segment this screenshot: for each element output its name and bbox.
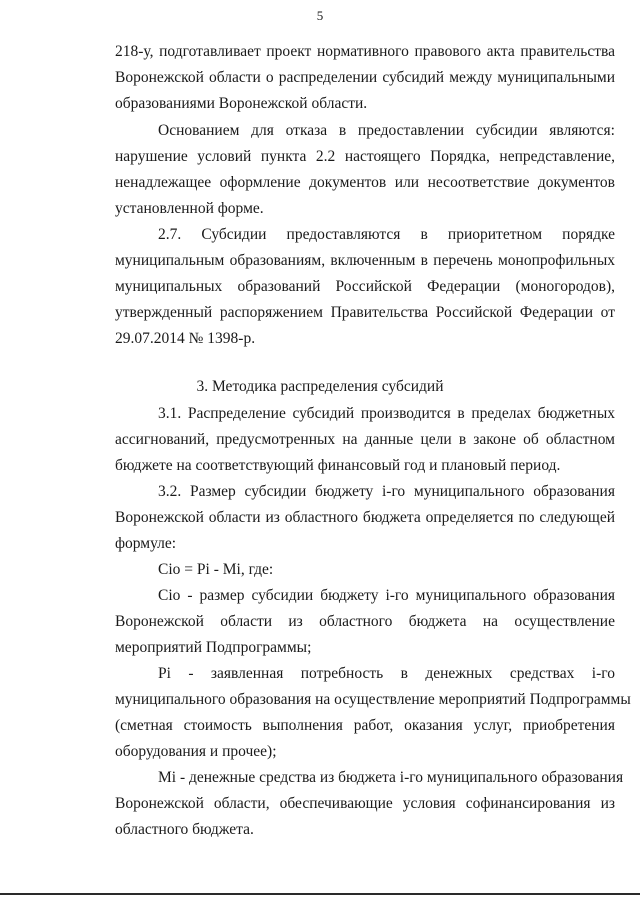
text-line: Воронежской области из областного бюджета на осуществление — [115, 613, 615, 630]
page-number: 5 — [316, 8, 324, 23]
text-line: Воронежской области, обеспечивающие условия софинансирования из — [115, 795, 615, 812]
formula: Сiо = Рi - Мi, где: — [158, 561, 274, 578]
text-line: Мi - денежные средства из бюджета i-го муниципального образования — [158, 769, 624, 786]
text-line: формуле: — [115, 535, 177, 552]
text-line: областного бюджета. — [115, 821, 254, 838]
text-line: бюджете на соответствующий финансовый год и плановый период. — [115, 457, 561, 474]
text-line: ненадлежащее оформление документов или несоответствие документов — [115, 174, 615, 191]
text-line: Сiо - размер субсидии бюджету i-го муниципального образования — [158, 587, 615, 604]
text-line: ассигнований, предусмотренных на данные цели в законе об областном — [115, 431, 615, 448]
text-line: 29.07.2014 № 1398-р. — [115, 330, 256, 347]
text-line: нарушение условий пункта 2.2 настоящего Порядка, непредставление, — [115, 148, 615, 165]
text-line: 3.1. Распределение субсидий производится в пределах бюджетных — [158, 405, 615, 422]
text-line: Основанием для отказа в предоставлении субсидии являются: — [158, 122, 615, 139]
text-line: Воронежской области из областного бюджета определяется по следующей — [115, 509, 615, 526]
text-line: Рi - заявленная потребность в денежных средствах i-го — [158, 665, 615, 682]
bottom-edge-divider — [0, 893, 640, 895]
text-line: 2.7. Субсидии предоставляются в приоритетном порядке — [158, 226, 615, 243]
text-line: муниципального образования на осуществление мероприятий Подпрограммы — [115, 691, 631, 708]
text-line: (сметная стоимость выполнения работ, оказания услуг, приобретения — [115, 717, 615, 734]
text-line: мероприятий Подпрограммы; — [115, 639, 312, 656]
text-line: установленной форме. — [115, 200, 264, 217]
text-line: образованиями Воронежской области. — [115, 95, 368, 112]
text-line: Воронежской области о распределении субсидий между муниципальными — [115, 69, 615, 86]
text-line: утвержденный распоряжением Правительства Российской Федерации от — [115, 304, 615, 321]
text-line: 218-у, подготавливает проект нормативного правового акта правительства — [115, 43, 615, 60]
text-line: муниципальным образованиям, включенным в перечень монопрофильных — [115, 252, 615, 269]
text-line: муниципальных образований Российской Федерации (моногородов), — [115, 278, 615, 295]
text-line: оборудования и прочее); — [115, 743, 277, 760]
text-line: 3.2. Размер субсидии бюджету i-го муниципального образования — [158, 483, 615, 500]
section-heading: 3. Методика распределения субсидий — [196, 378, 444, 395]
